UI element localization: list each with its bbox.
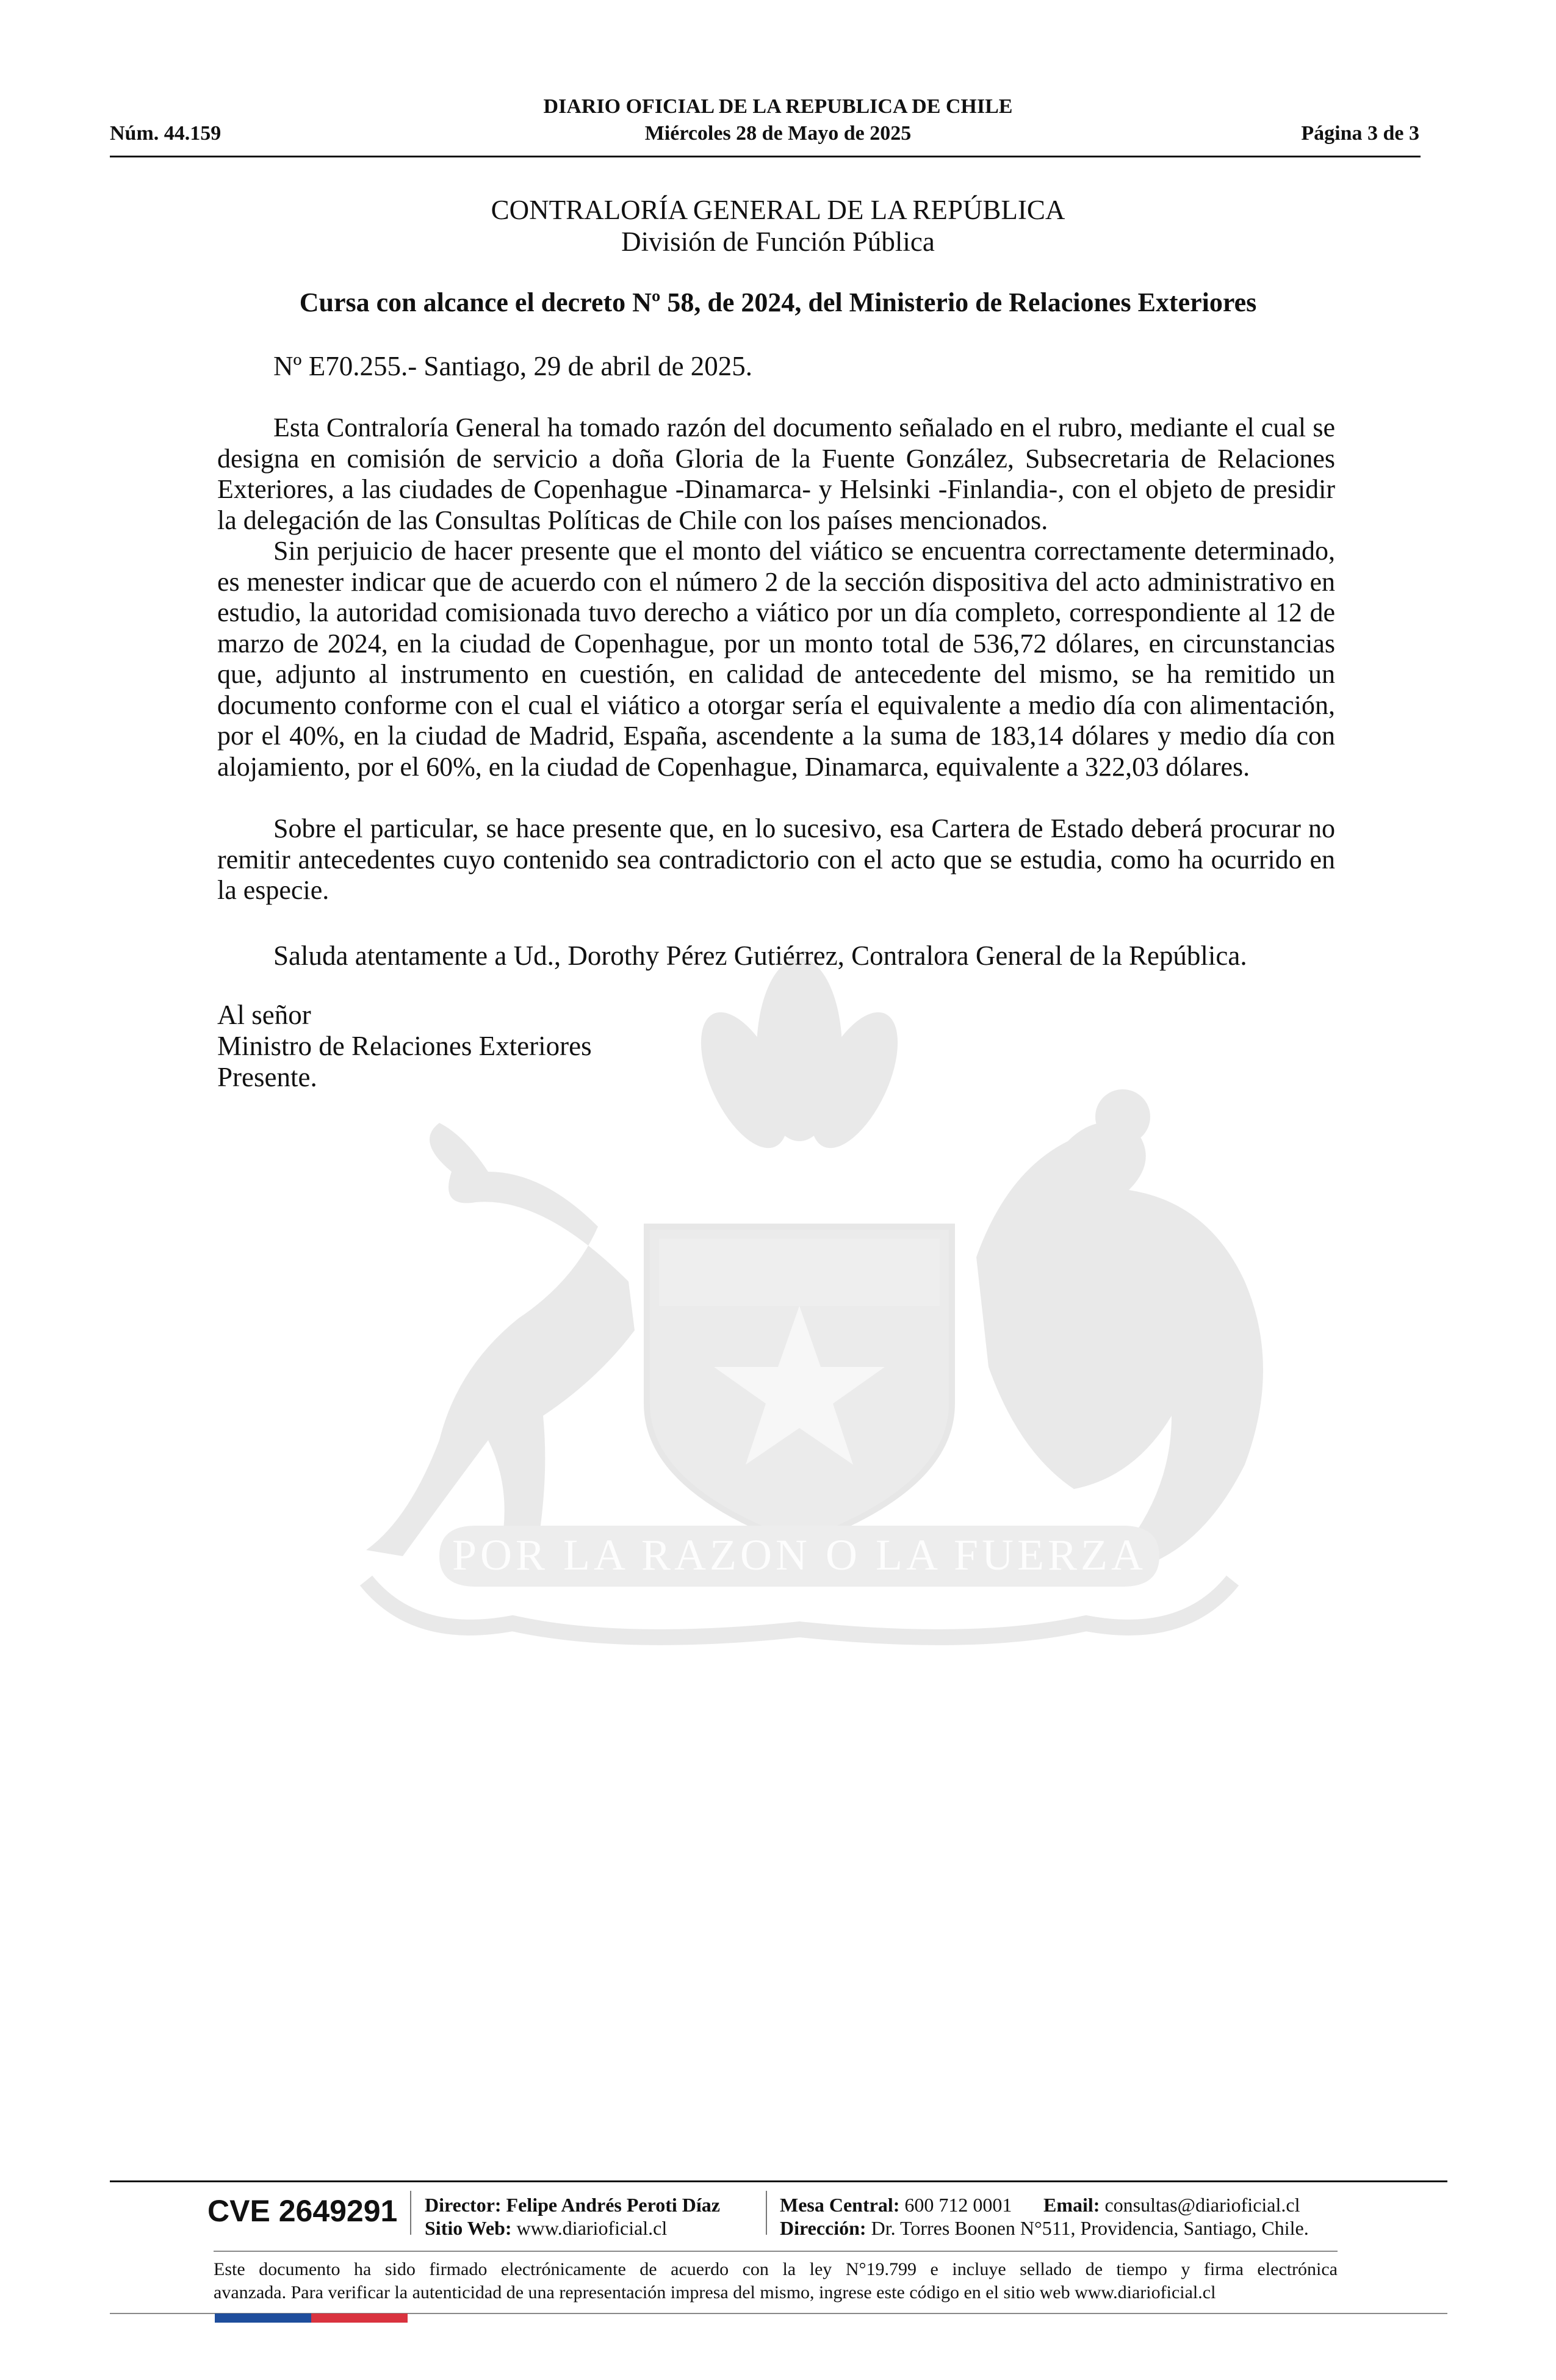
director-name: Felipe Andrés Peroti Díaz [506,2194,720,2216]
body-paragraph-3: Sobre el particular, se hace presente que, en lo sucesivo, esa Cartera de Estado deberá procurar no remitir antecedentes cuyo contenido sea contradictorio con el acto que se estudia, como ha ocurrido en la especie. [217,813,1335,905]
body-paragraph-1: Esta Contraloría General ha tomado razón del documento señalado en el rubro, mediante el cual se designa en comisión de servicio a doña Gloria de la Fuente González, Subsecretaria de Relaciones Exteriores, a las ciudades de Copenhague -Dinamarca- y Helsinki -Finlandia-, con el objeto de presidir la delegación de las Consultas Políticas de Chile con los países mencionados. [217,413,1335,535]
authenticity-note-line-2: avanzada. Para verificar la autenticidad de una representación impresa del mismo, ingrese este código en el sitio web www.diarioficial.cl [214,2282,1216,2302]
document-subject: Cursa con alcance el decreto Nº 58, de 2024, del Ministerio de Relaciones Exteriores [299,287,1257,317]
organization-name: CONTRALORÍA GENERAL DE LA REPÚBLICA [491,195,1065,225]
footer-divider-top [110,2180,1447,2182]
email-link[interactable]: consultas@diarioficial.cl [1104,2194,1300,2216]
huemul-icon [366,1123,635,1556]
header-divider [110,156,1421,157]
phone-number: 600 712 0001 [904,2194,1012,2216]
footer-phone [780,2193,1012,2216]
cve-code: CVE 2649291 [207,2194,398,2228]
footer-address [780,2216,1309,2240]
reference-line: Nº E70.255.- Santiago, 29 de abril de 2025. [273,351,753,381]
publication-title: DIARIO OFICIAL DE LA REPUBLICA DE CHILE [543,95,1013,118]
authenticity-note-line-1: Este documento ha sido firmado electrónicamente de acuerdo con la ley N°19.799 e incluye sellado de tiempo y firma electrónica [214,2259,1338,2279]
footer-divider-middle [214,2251,1338,2252]
address-label: Dirección: [780,2217,866,2239]
addressee-title: Ministro de Relaciones Exteriores [217,1031,592,1061]
footer-separator [410,2191,411,2235]
phone-label: Mesa Central: [780,2194,900,2216]
director-label: Director: [425,2194,502,2216]
footer-separator [766,2191,767,2235]
flag-stripe-red [311,2313,408,2323]
body-paragraph-2: Sin perjuicio de hacer presente que el monto del viático se encuentra correctamente determinado, es menester indicar que de acuerdo con el número 2 de la sección dispositiva del acto administrativo en estudio, la autoridad comisionada tuvo derecho a viático por un día completo, correspondiente al 12 de marzo de 2024, en la ciudad de Copenhague, por un monto total de 536,72 dólares, en circunstancias que, adjunto al instrumento en cuestión, en calidad de antecedente del mismo, se ha remitido un documento conforme con el cual el viático a otorgar sería el equivalente a medio día con alimentación, por el 40%, en la ciudad de Madrid, España, ascendente a la suma de 183,14 dólares y medio día con alojamiento, por el 60%, en la ciudad de Copenhague, Dinamarca, equivalente a 322,03 dólares. [217,536,1335,782]
footer-website [425,2216,667,2240]
website-label: Sitio Web: [425,2217,512,2239]
page-indicator: Página 3 de 3 [1301,122,1419,145]
motto-text: POR LA RAZON O LA FUERZA [452,1531,1147,1579]
publication-date: Miércoles 28 de Mayo de 2025 [644,122,912,145]
flag-stripe-blue [215,2313,311,2323]
condor-icon [976,1122,1263,1562]
issue-number: Núm. 44.159 [110,122,222,145]
division-name: División de Función Pública [621,226,935,257]
footer-email [1043,2193,1300,2216]
plume-icon [683,958,915,1161]
closing-line: Saluda atentamente a Ud., Dorothy Pérez Gutiérrez, Contralora General de la República. [273,940,1247,971]
footer-director [425,2193,720,2216]
addressee-presente: Presente. [217,1062,317,1092]
address-value: Dr. Torres Boonen N°511, Providencia, Santiago, Chile. [871,2217,1309,2239]
website-link[interactable]: www.diarioficial.cl [516,2217,668,2239]
email-label: Email: [1043,2194,1100,2216]
addressee-salutation: Al señor [217,1000,311,1030]
